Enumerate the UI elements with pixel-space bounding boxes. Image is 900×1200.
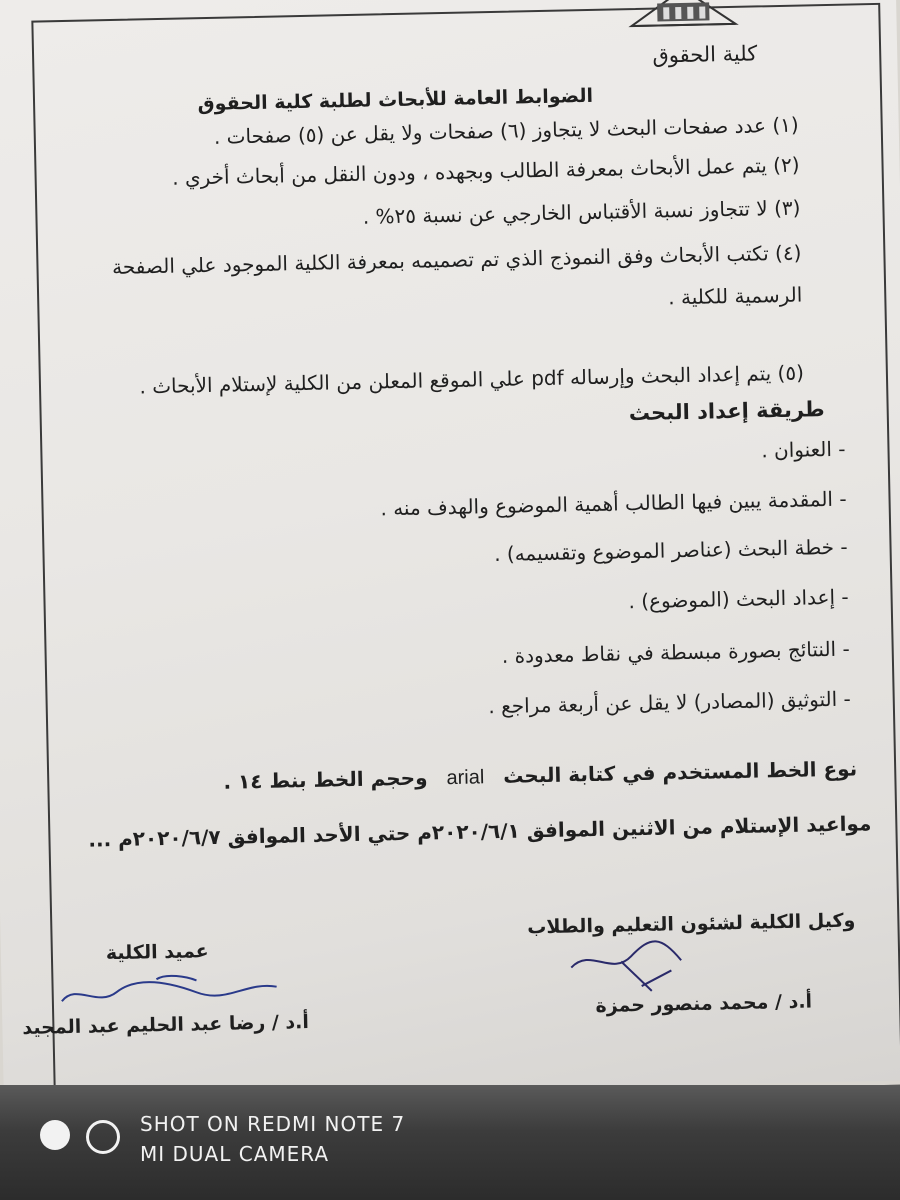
vice-dean-title: وكيل الكلية لشئون التعليم والطلاب — [527, 909, 856, 939]
font-note-after: وحجم الخط بنط ١٤ . — [223, 765, 428, 794]
method-item: - التوثيق (المصادر) لا يقل عن أربعة مراجع . — [488, 686, 851, 719]
vice-dean-signature — [560, 925, 701, 998]
rule-4-continued: الرسمية للكلية . — [668, 282, 803, 310]
method-item: - المقدمة يبين فيها الطالب أهمية الموضوع والهدف منه . — [380, 486, 847, 521]
dean-signature — [56, 968, 287, 1018]
rule-5: (٥) يتم إعداد البحث وإرساله pdf علي الموقع المعلن من الكلية لإستلام الأبحاث . — [139, 360, 805, 399]
font-note-before: نوع الخط المستخدم في كتابة البحث — [502, 756, 858, 788]
method-item: - إعداد البحث (الموضوع) . — [628, 584, 849, 614]
rule-2: (٢) يتم عمل الأبحاث بمعرفة الطالب وبجهده ، ودون النقل من أبحاث أخري . — [171, 152, 800, 190]
method-item: - النتائج بصورة مبسطة في نقاط معدودة . — [501, 636, 850, 668]
page-title: الضوابط العامة للأبحاث لطلبة كلية الحقوق — [197, 84, 594, 116]
rule-4: (٤) تكتب الأبحاث وفق النموذج الذي تم تصميمه بمعرفة الكلية الموجود علي الصفحة — [111, 240, 802, 279]
camera-watermark-bar — [0, 1085, 900, 1200]
camera-watermark-line1: SHOT ON REDMI NOTE 7 — [140, 1112, 406, 1136]
university-logo — [627, 0, 740, 28]
faculty-name: كلية الحقوق — [652, 41, 758, 68]
vice-dean-name: أ.د / محمد منصور حمزة — [595, 990, 813, 1018]
dean-name: أ.د / رضا عبد الحليم عبد المجيد — [22, 1011, 310, 1040]
rule-3: (٣) لا تتجاوز نسبة الأقتباس الخارجي عن نسبة ٢٥% . — [362, 195, 801, 229]
camera-dot-filled-icon — [40, 1120, 70, 1150]
method-item: - العنوان . — [761, 436, 846, 463]
camera-watermark-line2: MI DUAL CAMERA — [140, 1142, 330, 1166]
camera-dot-ring-icon — [86, 1120, 120, 1154]
dean-title: عميد الكلية — [105, 940, 209, 965]
submission-dates: مواعيد الإستلام من الاثنين الموافق ٢٠٢٠/٦/١م حتي الأحد الموافق ٢٠٢٠/٦/٧م ... — [88, 811, 872, 852]
method-item: - خطة البحث (عناصر الموضوع وتقسيمه) . — [493, 534, 848, 567]
font-name: arial — [446, 766, 485, 790]
method-heading: طريقة إعداد البحث — [628, 397, 825, 426]
rule-1: (١) عدد صفحات البحث لا يتجاوز (٦) صفحات ولا يقل عن (٥) صفحات . — [213, 112, 799, 149]
